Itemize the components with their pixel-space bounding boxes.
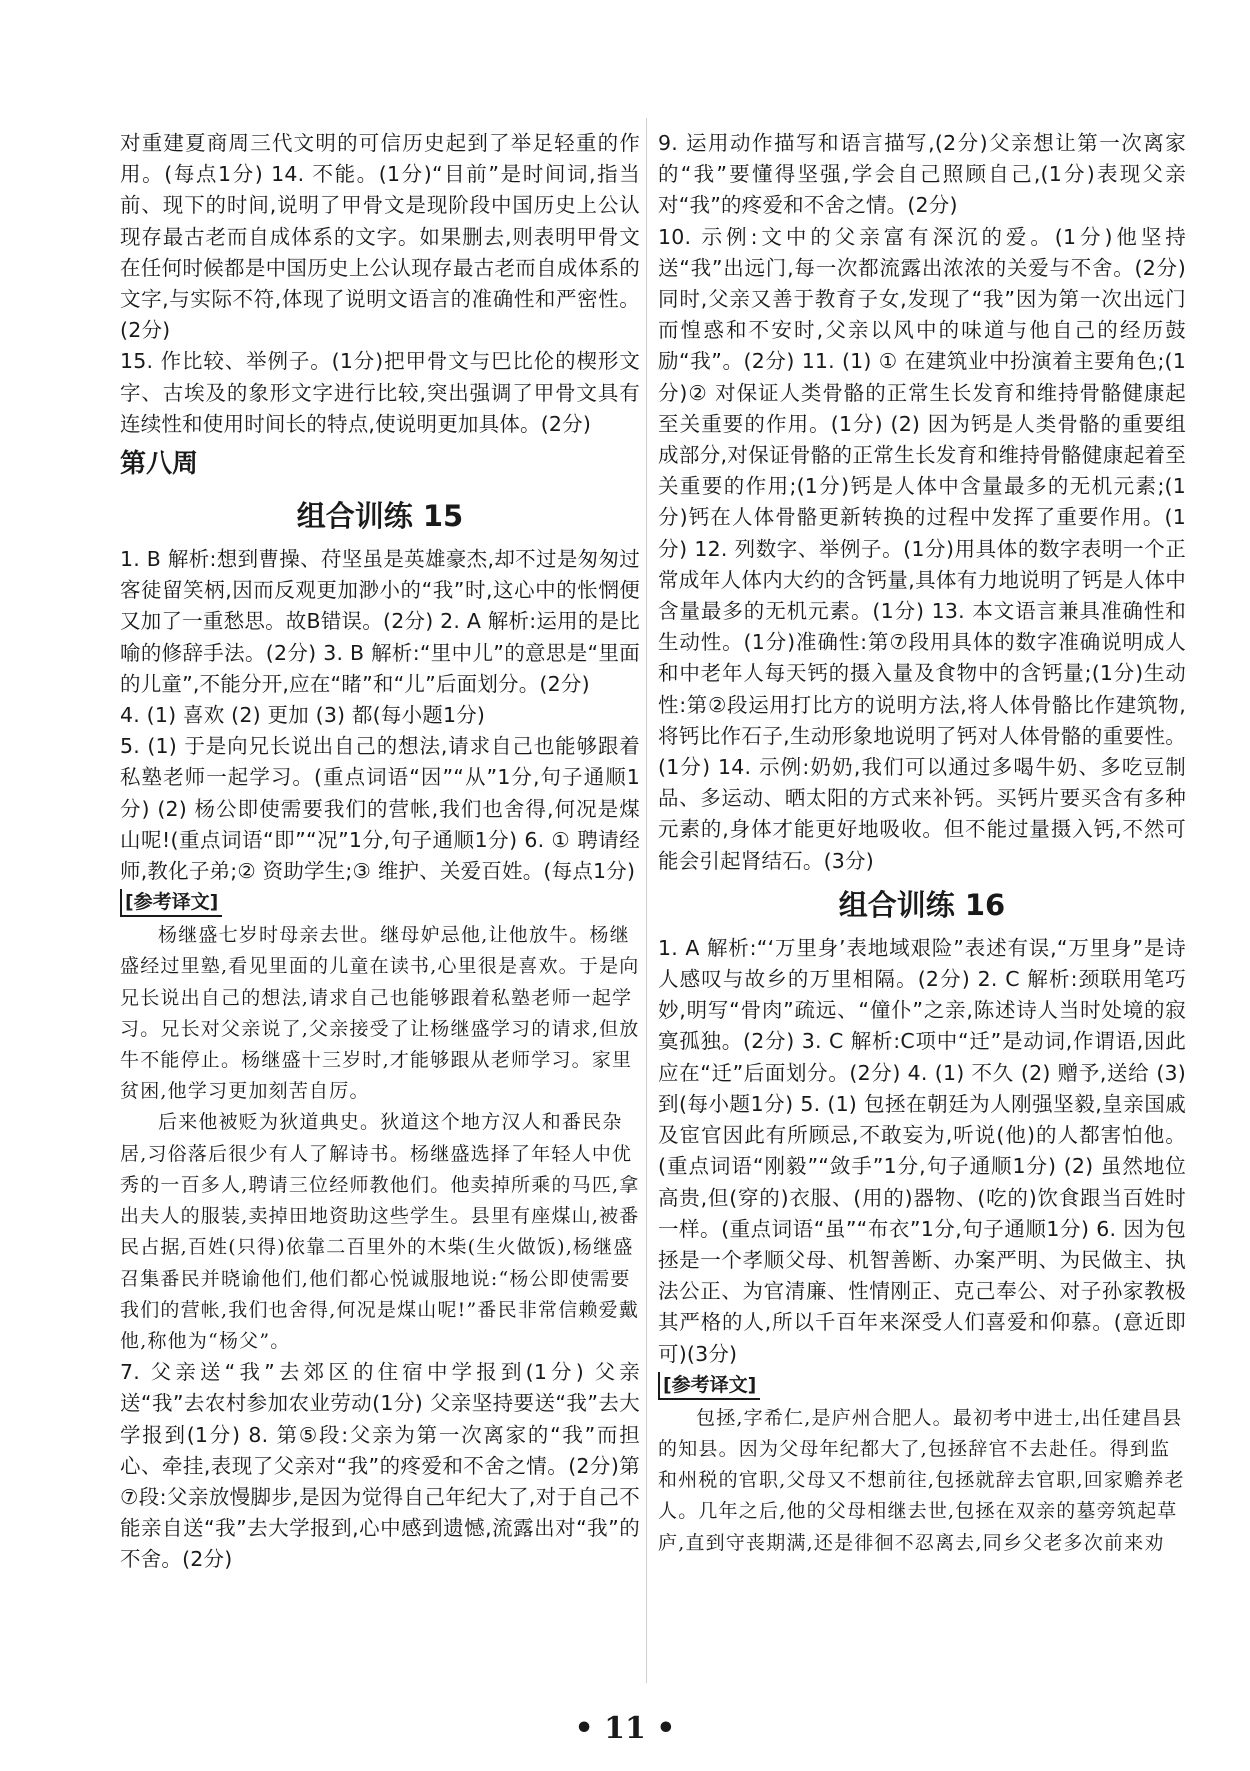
translation-paragraph: 包拯,字希仁,是庐州合肥人。最初考中进士,出任建昌县的知县。因为父母年纪都大了,包拯辞官不去赴任。得到监和州税的官职,父母又不想前往,包拯就辞去官职,回家赡养老人。几年之后,他的父母相继去世,包拯在双亲的墓旁筑起草庐,直到守丧期满,还是徘徊不忍离去,同乡父老多次前来劝 [658,1406,1185,1554]
answer-paragraph: 9. 运用动作描写和语言描写,(2分)父亲想让第一次离家的“我”要懂得坚强,学会自己照顾自己,(1分)表现父亲对“我”的疼爱和不舍之情。(2分) [658,131,1186,218]
translation-paragraph: 杨继盛七岁时母亲去世。继母妒忌他,让他放牛。杨继盛经过里塾,看见里面的儿童在读书,心里很是喜欢。于是向兄长说出自己的想法,请求自己也能够跟着私塾老师一起学习。兄长对父亲说了,父亲接受了让杨继盛学习的请求,但放牛不能停止。杨继盛十三岁时,才能够跟从老师学习。家里贫困,他学习更加刻苦自厉。 [120,924,640,1103]
right-column [658,128,1186,1559]
translation-paragraph: 后来他被贬为狄道典史。狄道这个地方汉人和番民杂居,习俗落后很少有人了解诗书。杨继盛选择了年轻人中优秀的一百多人,聘请三位经师教他们。他卖掉所乘的马匹,拿出夫人的服装,卖掉田地资助这些学生。县里有座煤山,被番民占据,百姓(只得)依靠二百里外的木柴(生火做饭),杨继盛召集番民并晓谕他们,他们都心悦诚服地说:“杨公即使需要我们的营帐,我们也舍得,何况是煤山呢!”番民非常信赖爱戴他,称他为“杨父”。 [120,1111,640,1352]
reference-translation-label: [参考译文] [120,889,222,917]
answer-paragraph: 15. 作比较、举例子。(1分)把甲骨文与巴比伦的楔形文字、古埃及的象形文字进行比较,突出强调了甲骨文具有连续性和使用时间长的特点,使说明更加具体。(2分) [120,349,640,436]
answer-paragraph: 1. A 解析:“‘万里身’表地域艰险”表述有误,“万里身”是诗人感叹与故乡的万里相隔。(2分) 2. C 解析:颈联用笔巧妙,明写“骨肉”疏远、“僮仆”之亲,陈述诗人当时处境的寂寞孤独。(2分) 3. C 解析:C项中“迁”是动词,作谓语,因此应在“迁”后面划分。(2分) 4. (1) 不久 (2) 赠予,送给 (3) 到(每小题1分) 5. (1) 包拯在朝廷为人刚强坚毅,皇亲国戚及宦官因此有所顾忌,不敢妄为,听说(他)的人都害怕他。(重点词语“刚毅”“敛手”1分,句子通顺1分) (2) 虽然地位高贵,但(穿的)衣服、(用的)器物、(吃的)饮食跟当百姓时一样。(重点词语“虽”“布衣”1分,句子通顺1分) 6. 因为包拯是一个孝顺父母、机智善断、办案严明、为民做主、执法公正、为官清廉、性情刚正、克己奉公、对子孙家教极其严格的人,所以千百年来深受人们喜爱和仰慕。(意近即可)(3分) [658,935,1186,1366]
page-number: • 11 • [574,1711,676,1746]
left-column [120,128,640,1576]
column-divider [646,118,647,1683]
section-heading: 组合训练 16 [838,887,1006,922]
answer-paragraph: 1. B 解析:想到曹操、苻坚虽是英雄豪杰,却不过是匆匆过客徒留笑柄,因而反观更加渺小的“我”时,这心中的怅惘便又加了一重愁思。故B错误。(2分) 2. A 解析:运用的是比喻的修辞手法。(2分) 3. B 解析:“里中儿”的意思是“里面的儿童”,不能分开,应在“睹”和“儿”后面划分。(2分) [120,547,640,696]
answer-paragraph: 对重建夏商周三代文明的可信历史起到了举足轻重的作用。(每点1分) 14. 不能。(1分)“目前”是时间词,指当前、现下的时间,说明了甲骨文是现阶段中国历史上公认现存最古老而自成体系的文字。如果删去,则表明甲骨文在任何时候都是中国历史上公认现存最古老而自成体系的文字,与实际不符,体现了说明文语言的准确性和严密性。(2分) [120,131,640,343]
reference-translation-label: [参考译文] [658,1372,760,1400]
answer-paragraph: 4. (1) 喜欢 (2) 更加 (3) 都(每小题1分) [120,703,486,728]
answer-paragraph: 10. 示例:文中的父亲富有深沉的爱。(1分)他坚持送“我”出远门,每一次都流露出浓浓的关爱与不舍。(2分)同时,父亲又善于教育子女,发现了“我”因为第一次出远门而惶惑和不安时,父亲以风中的味道与他自己的经历鼓励“我”。(2分) 11. (1) ① 在建筑业中扮演着主要角色;(1分)② 对保证人类骨骼的正常生长发育和维持骨骼健康起至关重要的作用。(1分) (2) 因为钙是人类骨骼的重要组成部分,对保证骨骼的正常生长发育和维持骨骼健康起着至关重要的作用;(1分)钙是人体中含量最多的无机元素;(1分)钙在人体骨骼更新转换的过程中发挥了重要作用。(1分) 12. 列数字、举例子。(1分)用具体的数字表明一个正常成年人体内大约的含钙量,具体有力地说明了钙是人体中含量最多的无机元素。(1分) 13. 本文语言兼具准确性和生动性。(1分)准确性:第⑦段用具体的数字准确说明成人和中老年人每天钙的摄入量及食物中的含钙量;(1分)生动性:第②段运用打比方的说明方法,将人体骨骼比作建筑物,将钙比作石子,生动形象地说明了钙对人体骨骼的重要性。(1分) 14. 示例:奶奶,我们可以通过多喝牛奶、多吃豆制品、多运动、晒太阳的方式来补钙。买钙片要买含有多种元素的,身体才能更好地吸收。但不能过量摄入钙,不然可能会引起肾结石。(3分) [658,224,1186,873]
answer-paragraph: 5. (1) 于是向兄长说出自己的想法,请求自己也能够跟着私塾老师一起学习。(重点词语“因”“从”1分,句子通顺1分) (2) 杨公即使需要我们的营帐,我们也舍得,何况是煤山呢!(重点词语“即”“况”1分,句子通顺1分) 6. ① 聘请经师,教化子弟;② 资助学生;③ 维护、关爱百姓。(每点1分) [120,734,640,884]
week-heading: 第八周 [120,449,199,480]
answer-paragraph: 7. 父亲送“我”去郊区的住宿中学报到(1分) 父亲送“我”去农村参加农业劳动(1分) 父亲坚持要送“我”去大学报到(1分) 8. 第⑤段:父亲为第一次离家的“我”而担心、牵挂,表现了父亲对“我”的疼爱和不舍之情。(2分)第⑦段:父亲放慢脚步,是因为觉得自己年纪大了,对于自己不能亲自送“我”去大学报到,心中感到遗憾,流露出对“我”的不舍。(2分) [120,1360,640,1572]
section-heading: 组合训练 15 [296,499,464,534]
